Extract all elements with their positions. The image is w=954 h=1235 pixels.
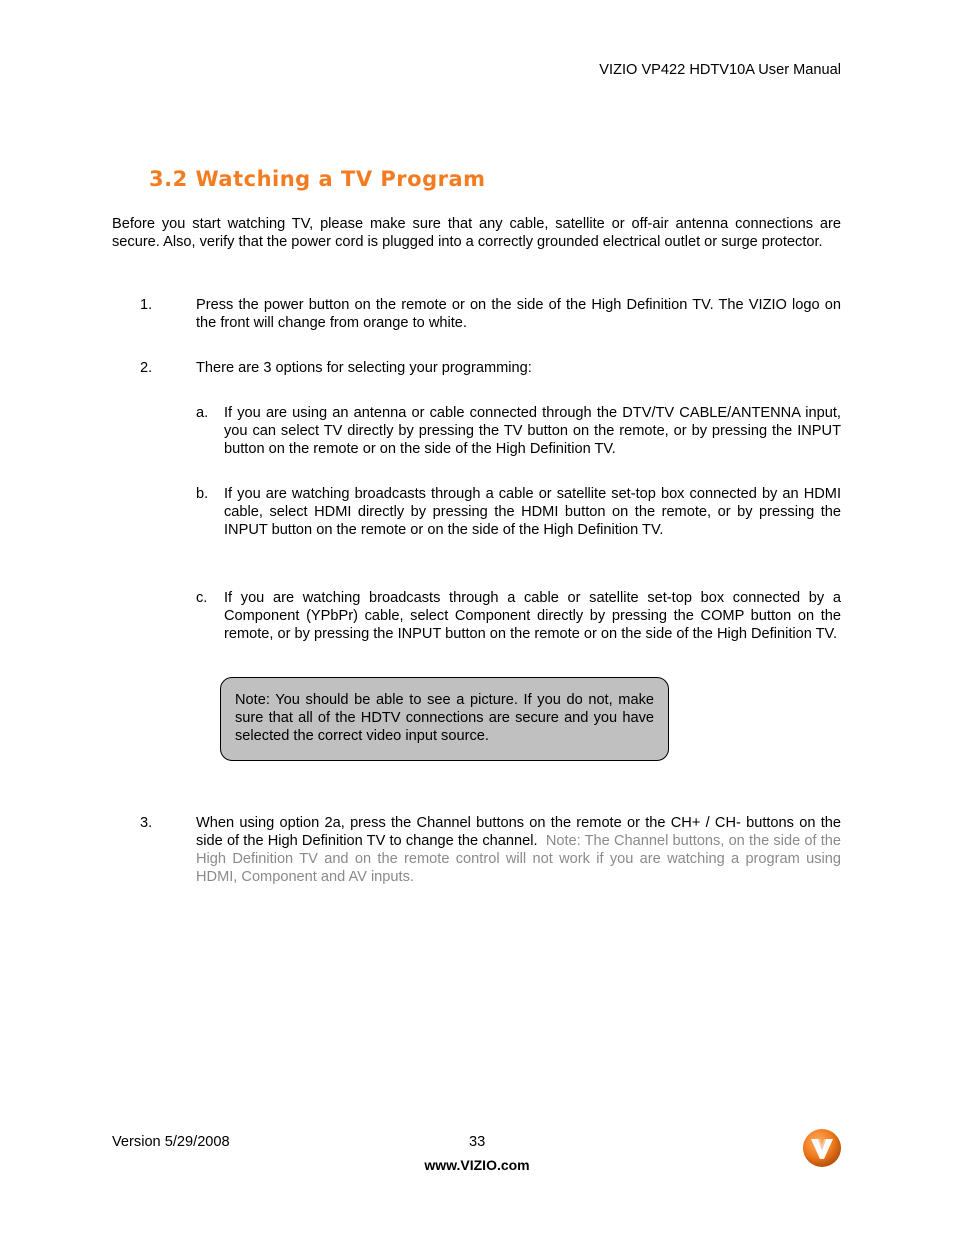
step-number: 1. — [140, 297, 153, 313]
header-title: VIZIO VP422 HDTV10A User Manual — [599, 62, 841, 78]
option-letter: c. — [196, 590, 208, 606]
note-box-text: Note: You should be able to see a picture. If you do not, make sure that all of the HDTV connections are secure and you have selected the correct video input source. — [235, 692, 654, 744]
section-title: 3.2 Watching a TV Program — [149, 167, 486, 191]
step-number: 2. — [140, 360, 153, 376]
step-text: There are 3 options for selecting your programming: — [196, 360, 532, 376]
option-text: If you are watching broadcasts through a cable or satellite set-top box connected by an HDMI cable, select HDMI directly by pressing the HDMI button on the remote, or by pressing the INPUT button on the remote or on the side of the High Definition TV. — [224, 486, 841, 538]
step-main-text: When using option 2a, press the Channel buttons on the remote or the CH+ / CH- buttons on the side of the High Definition TV to change the channel. — [196, 815, 841, 849]
option-text: If you are watching broadcasts through a cable or satellite set-top box connected by a Component (YPbPr) cable, select Component directly by pressing the COMP button on the remote, or by pressing the INPUT button on the remote or on the side of the High Definition TV. — [224, 590, 841, 642]
page-number: 33 — [469, 1134, 486, 1150]
footer-version: Version 5/29/2008 — [112, 1134, 230, 1150]
intro-paragraph: Before you start watching TV, please make sure that any cable, satellite or off-air antenna connections are secure. Also, verify that the power cord is plugged into a correctly grounded electrical outlet or surge protector. — [112, 216, 841, 250]
step-text: Press the power button on the remote or on the side of the High Definition TV. The VIZIO logo on the front will change from orange to white. — [196, 297, 841, 331]
vizio-v-logo-icon — [802, 1128, 842, 1168]
step-text — [196, 814, 841, 886]
option-letter: a. — [196, 405, 209, 421]
option-text: If you are using an antenna or cable connected through the DTV/TV CABLE/ANTENNA input, you can select TV directly by pressing the TV button on the remote, or by pressing the INPUT button on the remote or on the side of the High Definition TV. — [224, 405, 841, 457]
step-number: 3. — [140, 815, 153, 831]
step-note-text: Note: The Channel buttons, on the side of the High Definition TV and on the remote control will not work if you are watching a program using HDMI, Component and AV inputs. — [196, 833, 841, 885]
option-letter: b. — [196, 486, 209, 502]
footer-url: www.VIZIO.com — [424, 1157, 530, 1173]
